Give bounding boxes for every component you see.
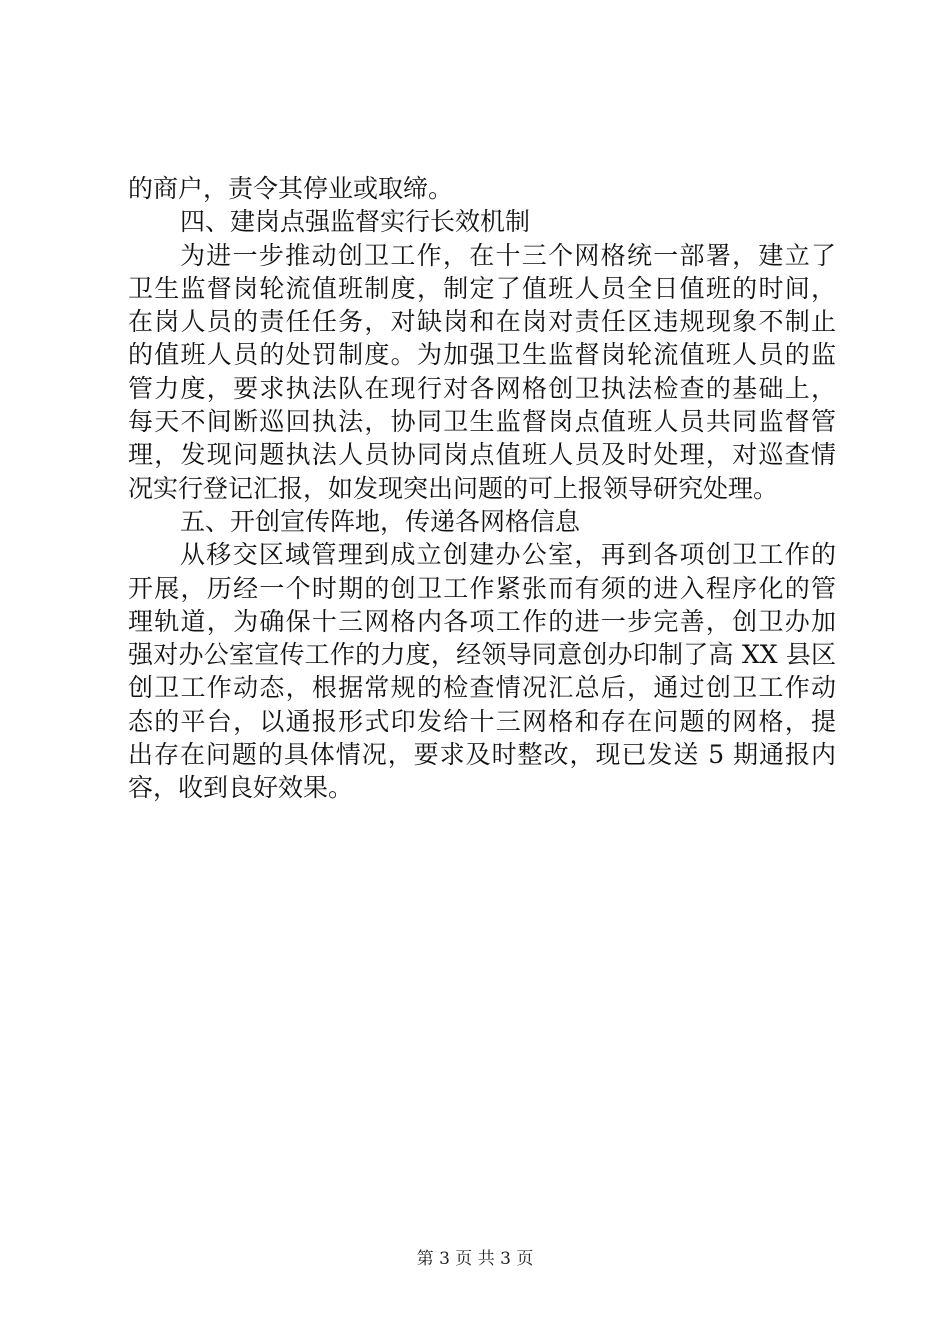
text-line: 从移交区域管理到成立创建办公室，再到各项创卫工作的	[180, 540, 836, 570]
text-line: 理轨道，为确保十三网格内各项工作的进一步完善，创卫办加	[128, 606, 836, 636]
text-line: 的值班人员的处罚制度。为加强卫生监督岗轮流值班人员的监	[128, 340, 836, 370]
text-line: 为进一步推动创卫工作，在十三个网格统一部署，建立了	[180, 240, 836, 270]
text-line: 出存在问题的具体情况，要求及时整改，现已发送 5 期通报内	[128, 740, 836, 770]
text-line: 开展，历经一个时期的创卫工作紧张而有须的进入程序化的管	[128, 573, 836, 603]
text-line: 在岗人员的责任任务，对缺岗和在岗对责任区违规现象不制止	[128, 307, 836, 337]
text-line: 四、建岗点强监督实行长效机制	[180, 207, 531, 237]
text-line: 强对办公室宣传工作的力度，经领导同意创办印制了高 XX 县区	[128, 640, 836, 670]
text-line: 五、开创宣传阵地，传递各网格信息	[180, 506, 581, 536]
text-line: 态的平台，以通报形式印发给十三网格和存在问题的网格，提	[128, 706, 836, 736]
text-line: 的商户，责令其停业或取缔。	[128, 174, 454, 203]
text-line: 况实行登记汇报，如发现突出问题的可上报领导研究处理。	[128, 473, 779, 503]
text-line: 每天不间断巡回执法，协同卫生监督岗点值班人员共同监督管	[128, 407, 836, 437]
document-body	[128, 172, 836, 805]
text-line: 管力度，要求执法队在现行对各网格创卫执法检查的基础上，	[128, 373, 836, 403]
text-line: 容，收到良好效果。	[128, 773, 354, 803]
text-line: 卫生监督岗轮流值班制度，制定了值班人员全日值班的时间，	[128, 273, 836, 303]
text-line: 理，发现问题执法人员协同岗点值班人员及时处理，对巡查情	[128, 440, 836, 470]
page-footer: 第 3 页 共 3 页	[416, 1249, 534, 1269]
text-line: 创卫工作动态，根据常规的检查情况汇总后，通过创卫工作动	[128, 673, 836, 703]
